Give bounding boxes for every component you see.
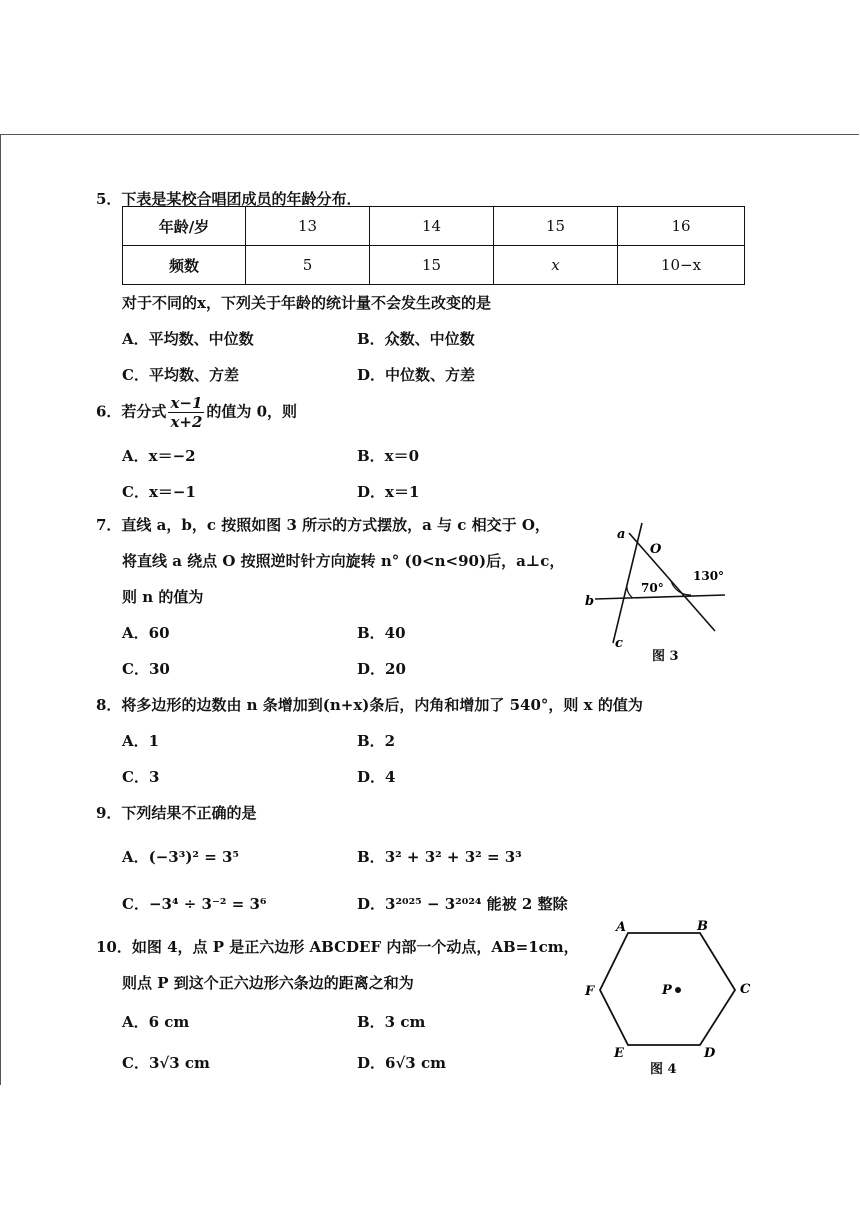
figure-3 — [575, 515, 735, 665]
q9-option-d — [357, 893, 568, 914]
vertex-label-d: D — [704, 1046, 716, 1060]
label-o: O — [650, 542, 662, 557]
table-row — [123, 207, 745, 246]
q6-prefix: 6．若分式 — [96, 402, 167, 421]
table-cell: 13 — [246, 207, 370, 246]
angle-label-70: 70° — [641, 581, 664, 595]
label-p: P — [662, 983, 672, 998]
q8-option-c: C．3 — [122, 768, 160, 786]
q9-option-a-label: A． — [122, 848, 149, 866]
q6-fraction — [168, 394, 204, 431]
q5-option-b: B．众数、中位数 — [357, 330, 475, 348]
q9-option-c-expr: −3⁴ ÷ 3⁻² = 3⁶ — [148, 895, 267, 913]
table-cell: 频数 — [123, 246, 246, 285]
figure-3-caption: 图 3 — [652, 649, 679, 664]
q8-prompt: 8．将多边形的边数由 n 条增加到(n+x)条后，内角和增加了 540°，则 x 的值为 — [96, 696, 643, 714]
q9-option-a — [122, 846, 239, 867]
line-b — [595, 595, 725, 599]
q7-option-b: B．40 — [357, 624, 406, 642]
q9-option-d-label: D． — [357, 895, 386, 913]
q6-option-c: C．x＝−1 — [122, 483, 196, 501]
q9-option-d-expr: 3²⁰²⁵ − 3²⁰²⁴ 能被 2 整除 — [385, 895, 568, 913]
q10-line1: 10．如图 4，点 P 是正六边形 ABCDEF 内部一个动点，AB=1cm， — [96, 938, 579, 956]
label-b: b — [585, 594, 595, 609]
q5-prompt: 5．下表是某校合唱团成员的年龄分布． — [96, 190, 362, 208]
vertex-label-e: E — [614, 1046, 624, 1060]
table-row — [123, 246, 745, 285]
q9-option-b-expr: 3² + 3² + 3² = 3³ — [384, 848, 522, 866]
table-cell: 16 — [618, 207, 745, 246]
q7-option-c: C．30 — [122, 660, 170, 678]
q6-prompt — [96, 394, 297, 431]
table-cell: 15 — [494, 207, 618, 246]
vertex-label-f: F — [585, 984, 595, 999]
q6-option-a: A．x＝−2 — [122, 447, 196, 465]
q7-option-a: A．60 — [122, 624, 170, 642]
figure-4-caption: 图 4 — [650, 1062, 677, 1077]
vertex-label-a: A — [616, 920, 627, 935]
vertex-label-c: C — [740, 982, 751, 997]
table-cell: 14 — [370, 207, 494, 246]
q9-prompt: 9．下列结果不正确的是 — [96, 804, 257, 822]
table-cell: 年龄/岁 — [123, 207, 246, 246]
q5-option-c: C．平均数、方差 — [122, 366, 239, 384]
q9-option-b-label: B． — [357, 848, 385, 866]
vertex-label-b: B — [697, 919, 708, 934]
q6-option-d: D．x＝1 — [357, 483, 420, 501]
q7-option-d: D．20 — [357, 660, 406, 678]
table-cell: 5 — [246, 246, 370, 285]
figure-4 — [580, 915, 760, 1060]
q5-option-d: D．中位数、方差 — [357, 366, 476, 384]
q6-denominator: x+2 — [170, 413, 203, 431]
q6-suffix: 的值为 0，则 — [206, 402, 298, 421]
q10-line2: 则点 P 到这个正六边形六条边的距离之和为 — [122, 974, 414, 992]
q8-option-b: B．2 — [357, 732, 396, 750]
point-p-dot — [675, 987, 681, 993]
q9-option-b — [357, 846, 522, 867]
q7-line3: 则 n 的值为 — [122, 588, 204, 606]
q8-option-a: A．1 — [122, 732, 160, 750]
q7-line2: 将直线 a 绕点 O 按照逆时针方向旋转 n° (0<n<90)后，a⊥c， — [122, 552, 565, 570]
q6-option-b: B．x＝0 — [357, 447, 420, 465]
q9-option-c — [122, 893, 267, 914]
label-a: a — [617, 527, 626, 542]
q10-option-a: A．6 cm — [122, 1013, 190, 1031]
q9-option-c-label: C． — [122, 895, 149, 913]
q10-option-c: C．3√3 cm — [122, 1054, 210, 1072]
q8-option-d: D．4 — [357, 768, 396, 786]
q10-option-d: D．6√3 cm — [357, 1054, 446, 1072]
q5-question: 对于不同的x，下列关于年龄的统计量不会发生改变的是 — [122, 294, 491, 312]
q7-line1: 7．直线 a，b，c 按照如图 3 所示的方式摆放，a 与 c 相交于 O， — [96, 516, 550, 534]
table-cell: x — [494, 246, 618, 285]
q6-numerator: x−1 — [170, 394, 203, 412]
q10-option-b: B．3 cm — [357, 1013, 426, 1031]
table-cell: 10−x — [618, 246, 745, 285]
angle-label-130: 130° — [693, 569, 725, 583]
q9-option-a-expr: (−3³)² = 3⁵ — [148, 848, 239, 866]
age-frequency-table — [122, 206, 745, 285]
label-c: c — [615, 636, 623, 651]
angle-arc-70 — [627, 585, 633, 598]
table-cell: 15 — [370, 246, 494, 285]
q5-option-a: A．平均数、中位数 — [122, 330, 254, 348]
